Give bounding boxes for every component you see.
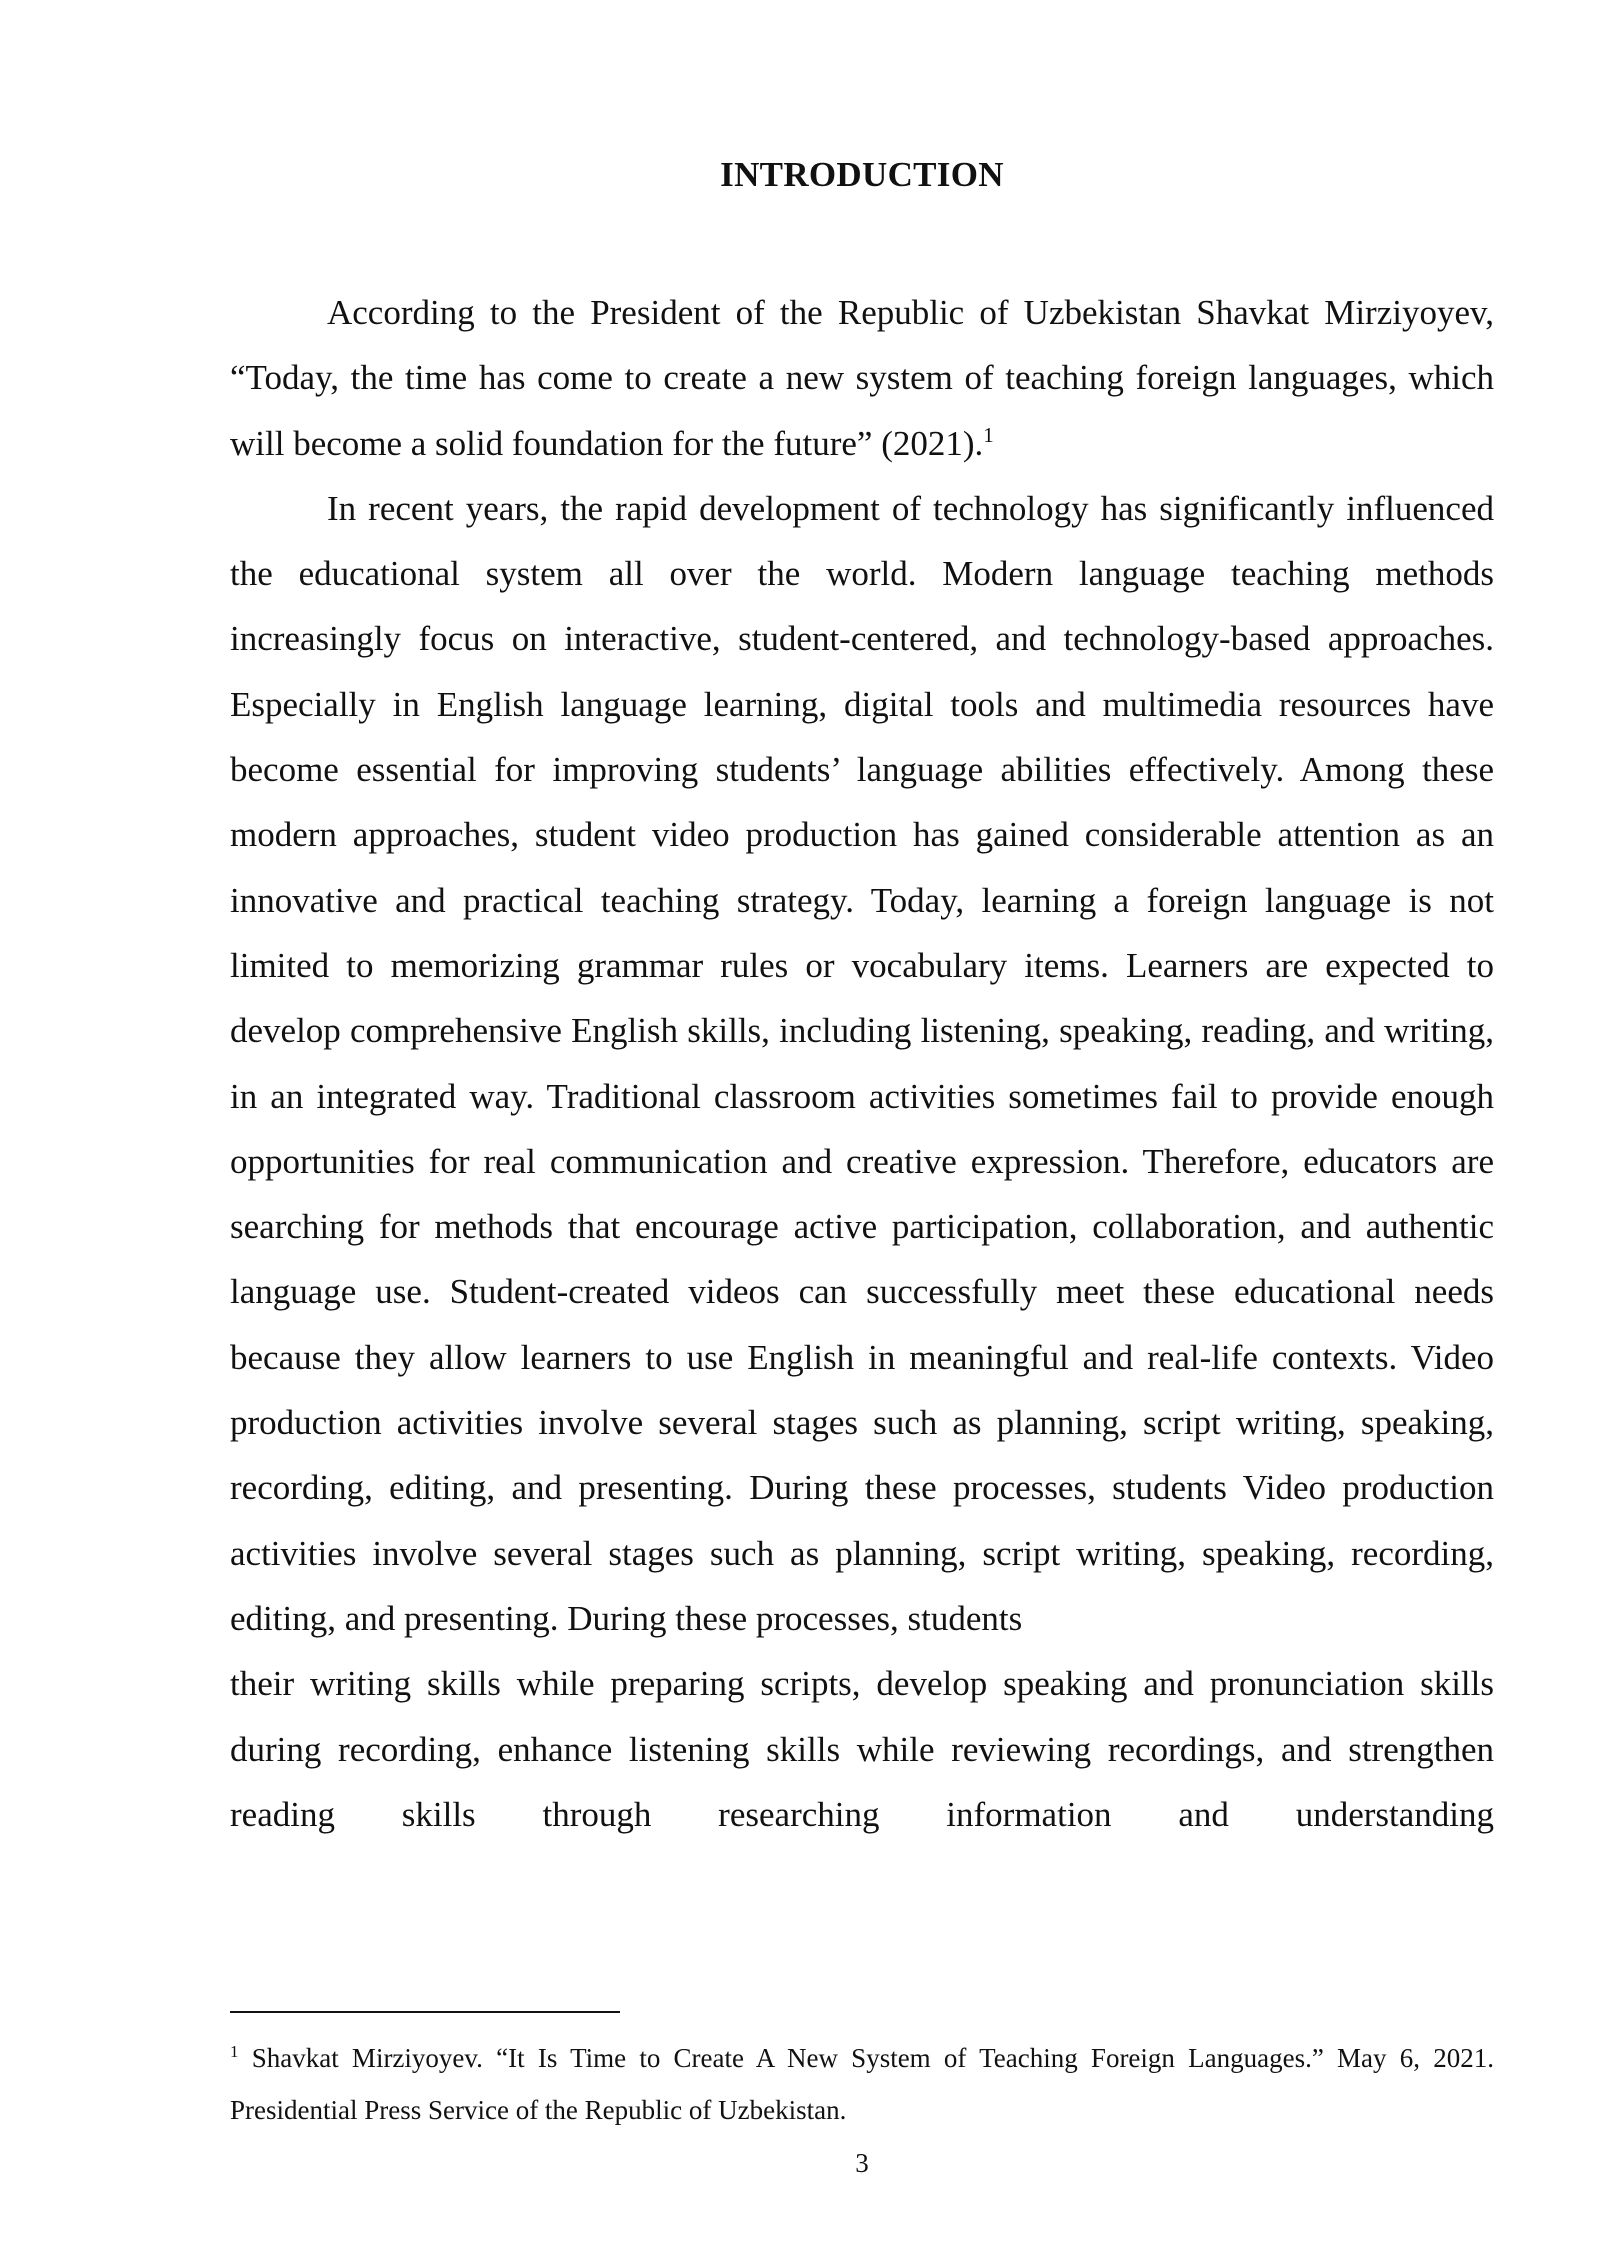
footnote-number: 1: [230, 2042, 239, 2061]
paragraph-text: their writing skills while preparing scripts, develop speaking and pronunciation skills during recording, enhance listening skills while reviewing recordings, and strengthen reading skills through researching information and understanding: [230, 1664, 1494, 1834]
section-heading: INTRODUCTION: [720, 155, 1004, 194]
paragraph-text: According to the President of the Republic of Uzbekistan Shavkat Mirziyoyev, “Today, the time has come to create a new system of teaching foreign languages, which will become a solid foundation for the future” (2021).: [230, 293, 1494, 463]
paragraph-president-quote: [230, 280, 1494, 476]
paragraph-technology: [230, 476, 1494, 1651]
body-text: [230, 280, 1494, 1847]
paragraph-text: In recent years, the rapid development of technology has significantly influenced the educational system all over the world. Modern language teaching methods increasingly focus on interactive, student-centered, and technology-based approaches. Especially in English language learning, digital tools and multimedia resources have become essential for improving students’ language abilities effectively. Among these modern approaches, student video production has gained considerable attention as an innovative and practical teaching strategy. Today, learning a foreign language is not limited to memorizing grammar rules or vocabulary items. Learners are expected to develop comprehensive English skills, including listening, speaking, reading, and writing, in an integrated way. Traditional classroom activities sometimes fail to provide enough opportunities for real communication and creative expression. Therefore, educators are searching for methods that encourage active participation, collaboration, and authentic language use. Student-created videos can successfully meet these educational needs because they allow learners to use English in meaningful and real-life contexts. Video production activities involve several stages such as planning, script writing, speaking, recording, editing, and presenting. During these processes, students Video production activities involve several stages such as planning, script writing, speaking, recording, editing, and presenting. During these processes, students: [230, 488, 1494, 1638]
paragraph-skills-continued: [230, 1651, 1494, 1847]
footnote-text: Shavkat Mirziyoyev. “It Is Time to Create A New System of Teaching Foreign Languages.” May 6, 2021. Presidential Press Service of the Republic of Uzbekistan.: [230, 2043, 1494, 2125]
footnote-separator: [230, 2011, 620, 2013]
footnote-reference[interactable]: 1: [983, 422, 994, 447]
footnote: [230, 2032, 1494, 2136]
page-number: 3: [855, 2148, 869, 2178]
